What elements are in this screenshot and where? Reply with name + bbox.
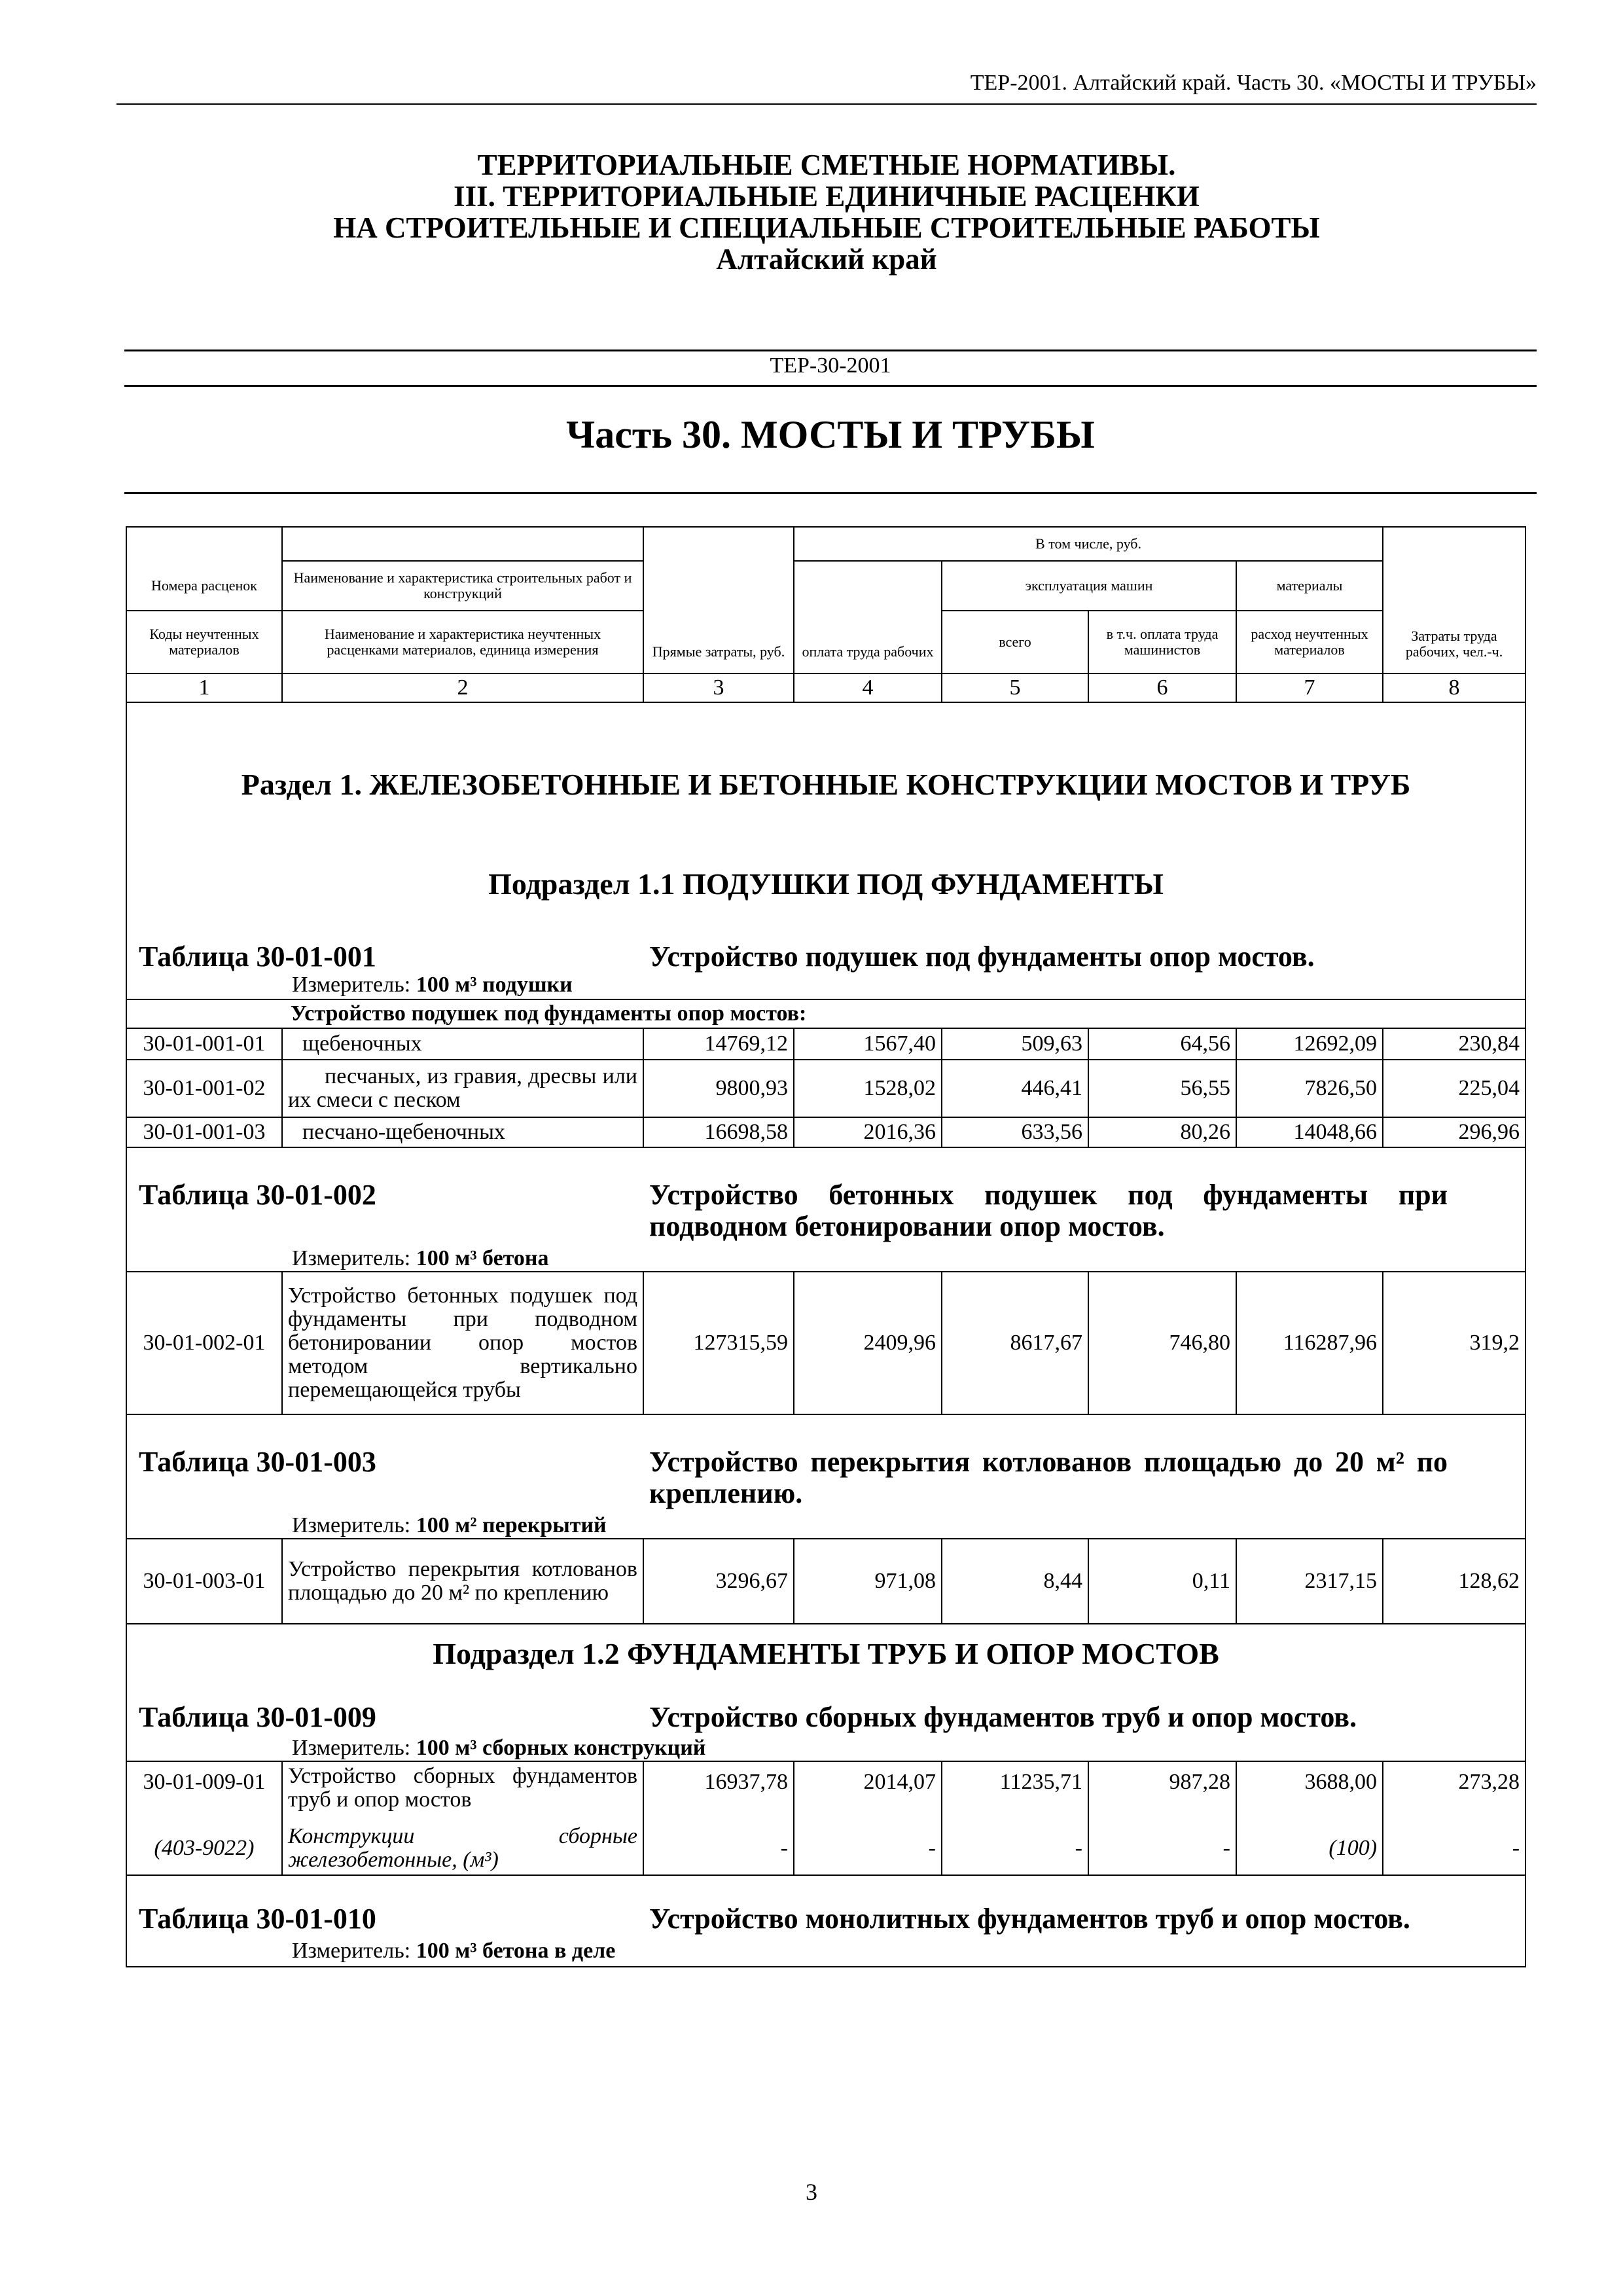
- material-row: [126, 1821, 1525, 1875]
- materials: 7826,50: [1236, 1060, 1383, 1117]
- rate-name: Устройство бетонных подушек под фундаменты при подводном бетонировании опор мостов методом вертикально перемещающейся трубы: [282, 1272, 643, 1414]
- header-material-codes: Коды неучтенных материалов: [126, 611, 282, 673]
- table-heading-block: [126, 1875, 1525, 1967]
- meter-unit: 100 м³ бетона в деле: [416, 1939, 616, 1963]
- header-rule: [116, 103, 1537, 105]
- table-name: Таблица 30-01-009: [139, 1701, 376, 1733]
- meter-label: Измеритель:: [292, 1513, 411, 1537]
- header-work-name: Наименование и характеристика строительных работ и конструкций: [282, 561, 643, 611]
- header-total: всего: [942, 611, 1088, 673]
- meter-label: Измеритель:: [292, 1736, 411, 1760]
- labor-costs: -: [1383, 1821, 1525, 1875]
- machine-total: 633,56: [942, 1117, 1088, 1147]
- section-block: [126, 702, 1525, 999]
- material-name: Конструкции сборные железобетонные, (м³): [282, 1821, 643, 1875]
- table-title: Устройство подушек под фундаменты опор мостов.: [649, 941, 1315, 973]
- materials: 3688,00: [1236, 1761, 1383, 1821]
- divider: [124, 350, 1537, 351]
- meter-label: Измеритель:: [292, 973, 411, 997]
- header-unaccounted-materials: расход неучтенных материалов: [1236, 611, 1383, 673]
- labor-pay: 971,08: [794, 1539, 942, 1624]
- direct-costs: 14769,12: [643, 1028, 794, 1060]
- labor-costs: 128,62: [1383, 1539, 1525, 1624]
- title-line: НА СТРОИТЕЛЬНЫЕ И СПЕЦИАЛЬНЫЕ СТРОИТЕЛЬНЫЕ РАБОТЫ: [333, 211, 1320, 244]
- direct-costs: 3296,67: [643, 1539, 794, 1624]
- machinists-pay: 80,26: [1088, 1117, 1236, 1147]
- title-line: ТЕРРИТОРИАЛЬНЫЕ СМЕТНЫЕ НОРМАТИВЫ.: [477, 149, 1176, 181]
- machinists-pay: -: [1088, 1821, 1236, 1875]
- machine-total: 446,41: [942, 1060, 1088, 1117]
- rate-name: песчаных, из гравия, дресвы или их смеси с песком: [282, 1060, 643, 1117]
- running-header: ТЕР-2001. Алтайский край. Часть 30. «МОСТЫ И ТРУБЫ»: [970, 71, 1537, 95]
- materials: 116287,96: [1236, 1272, 1383, 1414]
- column-number: 1: [126, 673, 282, 702]
- rate-name: Устройство сборных фундаментов труб и опор мостов: [282, 1761, 643, 1821]
- header-material-name: Наименование и характеристика неучтенных расценками материалов, единица измерения: [282, 611, 643, 673]
- labor-pay: 2014,07: [794, 1761, 942, 1821]
- machine-total: -: [942, 1821, 1088, 1875]
- table-row: [126, 1272, 1525, 1414]
- divider: [124, 492, 1537, 494]
- table-meter: [127, 973, 1525, 999]
- labor-costs: 230,84: [1383, 1028, 1525, 1060]
- meter-unit: 100 м³ подушки: [416, 973, 573, 997]
- column-number: 3: [643, 673, 794, 702]
- document-title: [116, 149, 1537, 275]
- table-title: Устройство бетонных подушек под фундаменты при подводном бетонировании опор мостов.: [649, 1179, 1448, 1242]
- subsection-block: [126, 1624, 1525, 1761]
- rate-code: 30-01-001-01: [126, 1028, 282, 1060]
- column-number: 7: [1236, 673, 1383, 702]
- rate-name: песчано-щебеночных: [282, 1117, 643, 1147]
- machine-total: 11235,71: [942, 1761, 1088, 1821]
- meter-label: Измеритель:: [292, 1939, 411, 1963]
- labor-pay: -: [794, 1821, 942, 1875]
- title-line: Алтайский край: [716, 243, 937, 276]
- labor-costs: 225,04: [1383, 1060, 1525, 1117]
- materials: (100): [1236, 1821, 1383, 1875]
- table-row: [126, 1761, 1525, 1821]
- materials: 2317,15: [1236, 1539, 1383, 1624]
- header-materials: материалы: [1236, 561, 1383, 611]
- machine-total: 509,63: [942, 1028, 1088, 1060]
- table-heading-block: [126, 1414, 1525, 1539]
- machinists-pay: 56,55: [1088, 1060, 1236, 1117]
- header-labor-costs: Затраты труда рабочих, чел.-ч.: [1383, 527, 1525, 673]
- materials: 12692,09: [1236, 1028, 1383, 1060]
- table-title: Устройство перекрытия котлованов площадью до 20 м² по креплению.: [649, 1446, 1448, 1509]
- material-code: (403-9022): [126, 1821, 282, 1875]
- header-including: В том числе, руб.: [794, 527, 1383, 561]
- direct-costs: 9800,93: [643, 1060, 794, 1117]
- column-number: 5: [942, 673, 1088, 702]
- column-number: 2: [282, 673, 643, 702]
- table-title: Устройство монолитных фундаментов труб и опор мостов.: [649, 1903, 1410, 1935]
- column-number: 6: [1088, 673, 1236, 702]
- header-labor-pay: оплата труда рабочих: [794, 561, 942, 673]
- labor-pay: 1567,40: [794, 1028, 942, 1060]
- rate-name: щебеночных: [282, 1028, 643, 1060]
- labor-pay: 2016,36: [794, 1117, 942, 1147]
- direct-costs: -: [643, 1821, 794, 1875]
- direct-costs: 16937,78: [643, 1761, 794, 1821]
- table-heading: [127, 903, 1525, 973]
- rates-table: [126, 526, 1526, 1967]
- subsection-title: Подраздел 1.1 ПОДУШКИ ПОД ФУНДАМЕНТЫ: [488, 867, 1164, 901]
- column-number: 8: [1383, 673, 1525, 702]
- machinists-pay: 746,80: [1088, 1272, 1236, 1414]
- rate-code: 30-01-002-01: [126, 1272, 282, 1414]
- doc-code: ТЕР-30-2001: [770, 353, 891, 378]
- labor-costs: 296,96: [1383, 1117, 1525, 1147]
- rate-name: Устройство перекрытия котлованов площадью до 20 м² по креплению: [282, 1539, 643, 1624]
- title-line: III. ТЕРРИТОРИАЛЬНЫЕ ЕДИНИЧНЫЕ РАСЦЕНКИ: [454, 180, 1200, 213]
- header-machine-operation: эксплуатация машин: [942, 561, 1236, 611]
- table-row: [126, 1060, 1525, 1117]
- table-row: [126, 1539, 1525, 1624]
- rate-code: 30-01-009-01: [126, 1761, 282, 1821]
- page-number: 3: [806, 2179, 817, 2205]
- machinists-pay: 64,56: [1088, 1028, 1236, 1060]
- labor-pay: 2409,96: [794, 1272, 942, 1414]
- table-name: Таблица 30-01-002: [139, 1179, 376, 1211]
- table-name: Таблица 30-01-010: [139, 1903, 376, 1935]
- subsection-title: Подраздел 1.2 ФУНДАМЕНТЫ ТРУБ И ОПОР МОСТОВ: [433, 1637, 1219, 1670]
- table-heading: [127, 1673, 1525, 1733]
- meter-unit: 100 м² перекрытий: [416, 1513, 607, 1537]
- rate-code: 30-01-003-01: [126, 1539, 282, 1624]
- header-machinists-pay: в т.ч. оплата труда машинистов: [1088, 611, 1236, 673]
- meter-label: Измеритель:: [292, 1246, 411, 1270]
- table-name: Таблица 30-01-001: [139, 941, 376, 973]
- machine-total: 8,44: [942, 1539, 1088, 1624]
- machinists-pay: 987,28: [1088, 1761, 1236, 1821]
- labor-pay: 1528,02: [794, 1060, 942, 1117]
- table-name: Таблица 30-01-003: [139, 1446, 376, 1478]
- labor-costs: 273,28: [1383, 1761, 1525, 1821]
- column-number: 4: [794, 673, 942, 702]
- table-meter: [127, 1733, 1525, 1761]
- rate-code: 30-01-001-03: [126, 1117, 282, 1147]
- table-meter: [127, 1935, 1525, 1966]
- machine-total: 8617,67: [942, 1272, 1088, 1414]
- table-heading-block: [126, 1147, 1525, 1272]
- rate-code: 30-01-001-02: [126, 1060, 282, 1117]
- table-meter: [127, 1509, 1525, 1538]
- labor-costs: 319,2: [1383, 1272, 1525, 1414]
- header-direct-costs: Прямые затраты, руб.: [643, 527, 794, 673]
- table-heading: [127, 1415, 1525, 1509]
- meter-unit: 100 м³ сборных конструкций: [416, 1736, 706, 1760]
- direct-costs: 16698,58: [643, 1117, 794, 1147]
- header-rate-numbers: Номера расценок: [126, 561, 282, 611]
- table-heading: [127, 1148, 1525, 1242]
- table-row: [126, 1117, 1525, 1147]
- table-row: [126, 1028, 1525, 1060]
- part-title: Часть 30. МОСТЫ И ТРУБЫ: [566, 413, 1095, 456]
- table-meter: [127, 1242, 1525, 1271]
- meter-unit: 100 м³ бетона: [416, 1246, 549, 1270]
- direct-costs: 127315,59: [643, 1272, 794, 1414]
- divider: [124, 385, 1537, 387]
- section-title: Раздел 1. ЖЕЛЕЗОБЕТОННЫЕ И БЕТОННЫЕ КОНСТРУКЦИИ МОСТОВ И ТРУБ: [241, 768, 1411, 801]
- group-label: Устройство подушек под фундаменты опор мостов:: [126, 999, 1525, 1028]
- materials: 14048,66: [1236, 1117, 1383, 1147]
- machinists-pay: 0,11: [1088, 1539, 1236, 1624]
- table-title: Устройство сборных фундаментов труб и опор мостов.: [649, 1701, 1357, 1733]
- table-heading: [127, 1876, 1525, 1935]
